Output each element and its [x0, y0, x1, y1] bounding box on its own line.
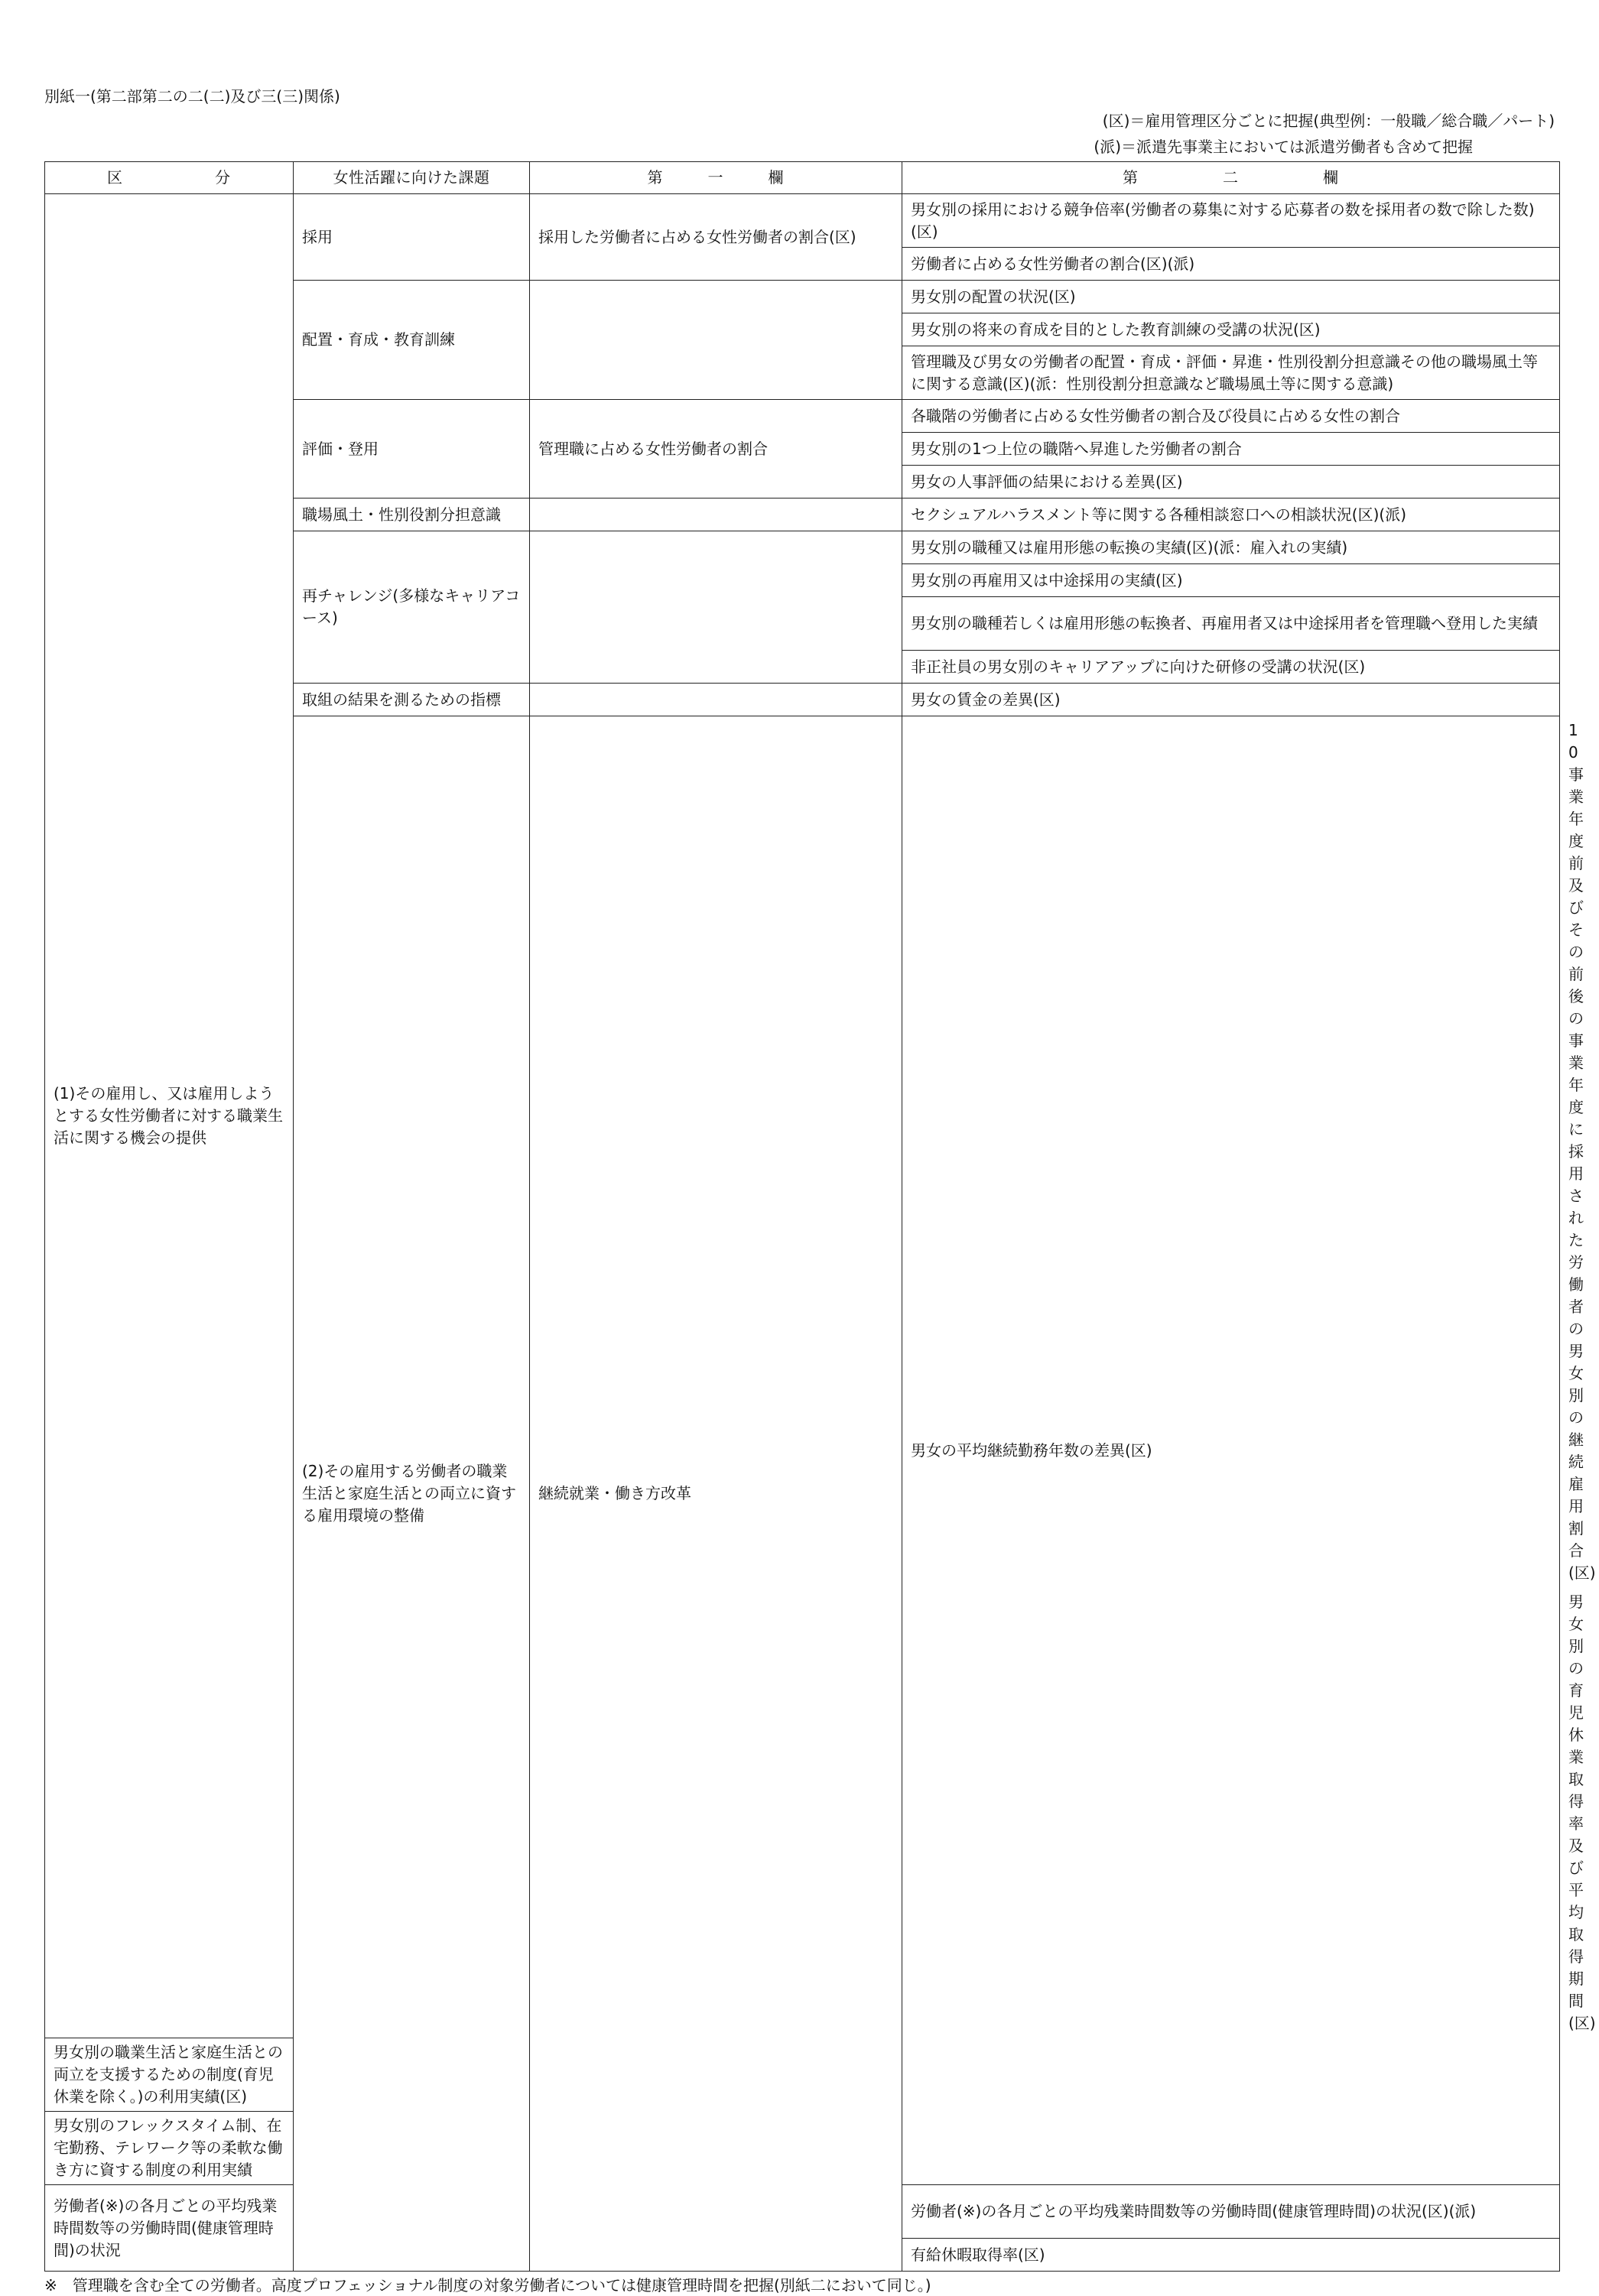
col2-cell: 男女の賃金の差異(区) — [902, 684, 1560, 716]
col2-cell: 男女別の職種又は雇用形態の転換の実績(区)(派：雇入れの実績) — [902, 531, 1560, 564]
issue-cell: 職場風土・性別役割分担意識 — [294, 498, 530, 531]
col1-cell: 管理職に占める女性労働者の割合 — [530, 400, 902, 498]
header-col1: 第 一 欄 — [530, 162, 902, 194]
document-title: 別紙一(第二部第二の二(二)及び三(三)関係) — [44, 87, 340, 106]
indicator-table — [44, 161, 1596, 2272]
col2-cell: 有給休暇取得率(区) — [902, 2239, 1560, 2272]
col2-cell: 管理職及び男女の労働者の配置・育成・評価・昇進・性別役割分担意識その他の職場風土等に関する意識(区)(派：性別役割分担意識など職場風土等に関する意識) — [902, 346, 1560, 400]
col1-cell — [530, 684, 902, 716]
col1-cell — [530, 498, 902, 531]
table-row — [45, 194, 1560, 248]
col2-cell: 男女別の職種若しくは雇用形態の転換者、再雇用者又は中途採用者を管理職へ登用した実績 — [902, 597, 1560, 651]
col2-cell: 男女別の配置の状況(区) — [902, 281, 1560, 313]
col2-cell: セクシュアルハラスメント等に関する各種相談窓口への相談状況(区)(派) — [902, 498, 1560, 531]
col2-cell: 各職階の労働者に占める女性労働者の割合及び役員に占める女性の割合 — [902, 400, 1560, 433]
col2-cell: 労働者に占める女性労働者の割合(区)(派) — [902, 248, 1560, 281]
division-cell-2: (2)その雇用する労働者の職業生活と家庭生活との両立に資する雇用環境の整備 — [294, 716, 530, 2272]
col2-cell: 労働者(※)の各月ごとの平均残業時間数等の労働時間(健康管理時間)の状況(区)(派) — [902, 2185, 1560, 2239]
legend-note-ku: (区)＝雇用管理区分ごとに把握(典型例：一般職／総合職／パート) — [1102, 112, 1555, 130]
col2-cell: 男女別の再雇用又は中途採用の実績(区) — [902, 564, 1560, 597]
issue-cell: 配置・育成・教育訓練 — [294, 281, 530, 400]
table-row: 男女別の育児休業取得率及び平均取得期間(区) — [1568, 1593, 1596, 2032]
header-col2: 第 二 欄 — [902, 162, 1560, 194]
col1-cell: 採用した労働者に占める女性労働者の割合(区) — [530, 194, 902, 281]
footnote: ※ 管理職を含む全ての労働者。高度プロフェッショナル制度の対象労働者については健康管理時間を把握(別紙二において同じ。) — [44, 2276, 931, 2294]
col2-cell: 男女別の将来の育成を目的とした教育訓練の受講の状況(区) — [902, 313, 1560, 346]
col2-cell: 男女の人事評価の結果における差異(区) — [902, 466, 1560, 498]
issue-cell: 採用 — [294, 194, 530, 281]
legend-note-ha: (派)＝派遣先事業主においては派遣労働者も含めて把握 — [1094, 138, 1473, 156]
col2-cell: 男女別のフレックスタイム制、在宅勤務、テレワーク等の柔軟な働き方に資する制度の利用実績 — [45, 2112, 294, 2185]
issue-cell: 評価・登用 — [294, 400, 530, 498]
table-header-row — [45, 162, 1560, 194]
col2-cell: 男女別の1つ上位の職階へ昇進した労働者の割合 — [902, 433, 1560, 466]
issue-cell: 再チャレンジ(多様なキャリアコース) — [294, 531, 530, 684]
division-cell-1: (1)その雇用し、又は雇用しようとする女性労働者に対する職業生活に関する機会の提供 — [45, 194, 294, 2038]
header-issue: 女性活躍に向けた課題 — [294, 162, 530, 194]
col1-cell — [530, 531, 902, 684]
col1-cell: 労働者(※)の各月ごとの平均残業時間数等の労働時間(健康管理時間)の状況 — [45, 2185, 294, 2272]
issue-cell: 継続就業・働き方改革 — [530, 716, 902, 2272]
header-division: 区 分 — [45, 162, 294, 194]
col1-cell: 男女の平均継続勤務年数の差異(区) — [902, 716, 1560, 2185]
table-row: (2)その雇用する労働者の職業生活と家庭生活との両立に資する雇用環境の整備 継続就業・働き方改革 男女の平均継続勤務年数の差異(区) 10事業年度前及びその前後の事業年度に採用された労働者の男女別の継続雇用割合(区) — [45, 716, 1560, 1588]
issue-cell: 取組の結果を測るための指標 — [294, 684, 530, 716]
col2-cell: 男女別の採用における競争倍率(労働者の募集に対する応募者の数を採用者の数で除した数)(区) — [902, 194, 1560, 248]
col2-cell: 非正社員の男女別のキャリアアップに向けた研修の受講の状況(区) — [902, 651, 1560, 684]
col1-cell — [530, 281, 902, 400]
col2-cell: 男女別の職業生活と家庭生活との両立を支援するための制度(育児休業を除く。)の利用実績(区) — [45, 2038, 294, 2112]
